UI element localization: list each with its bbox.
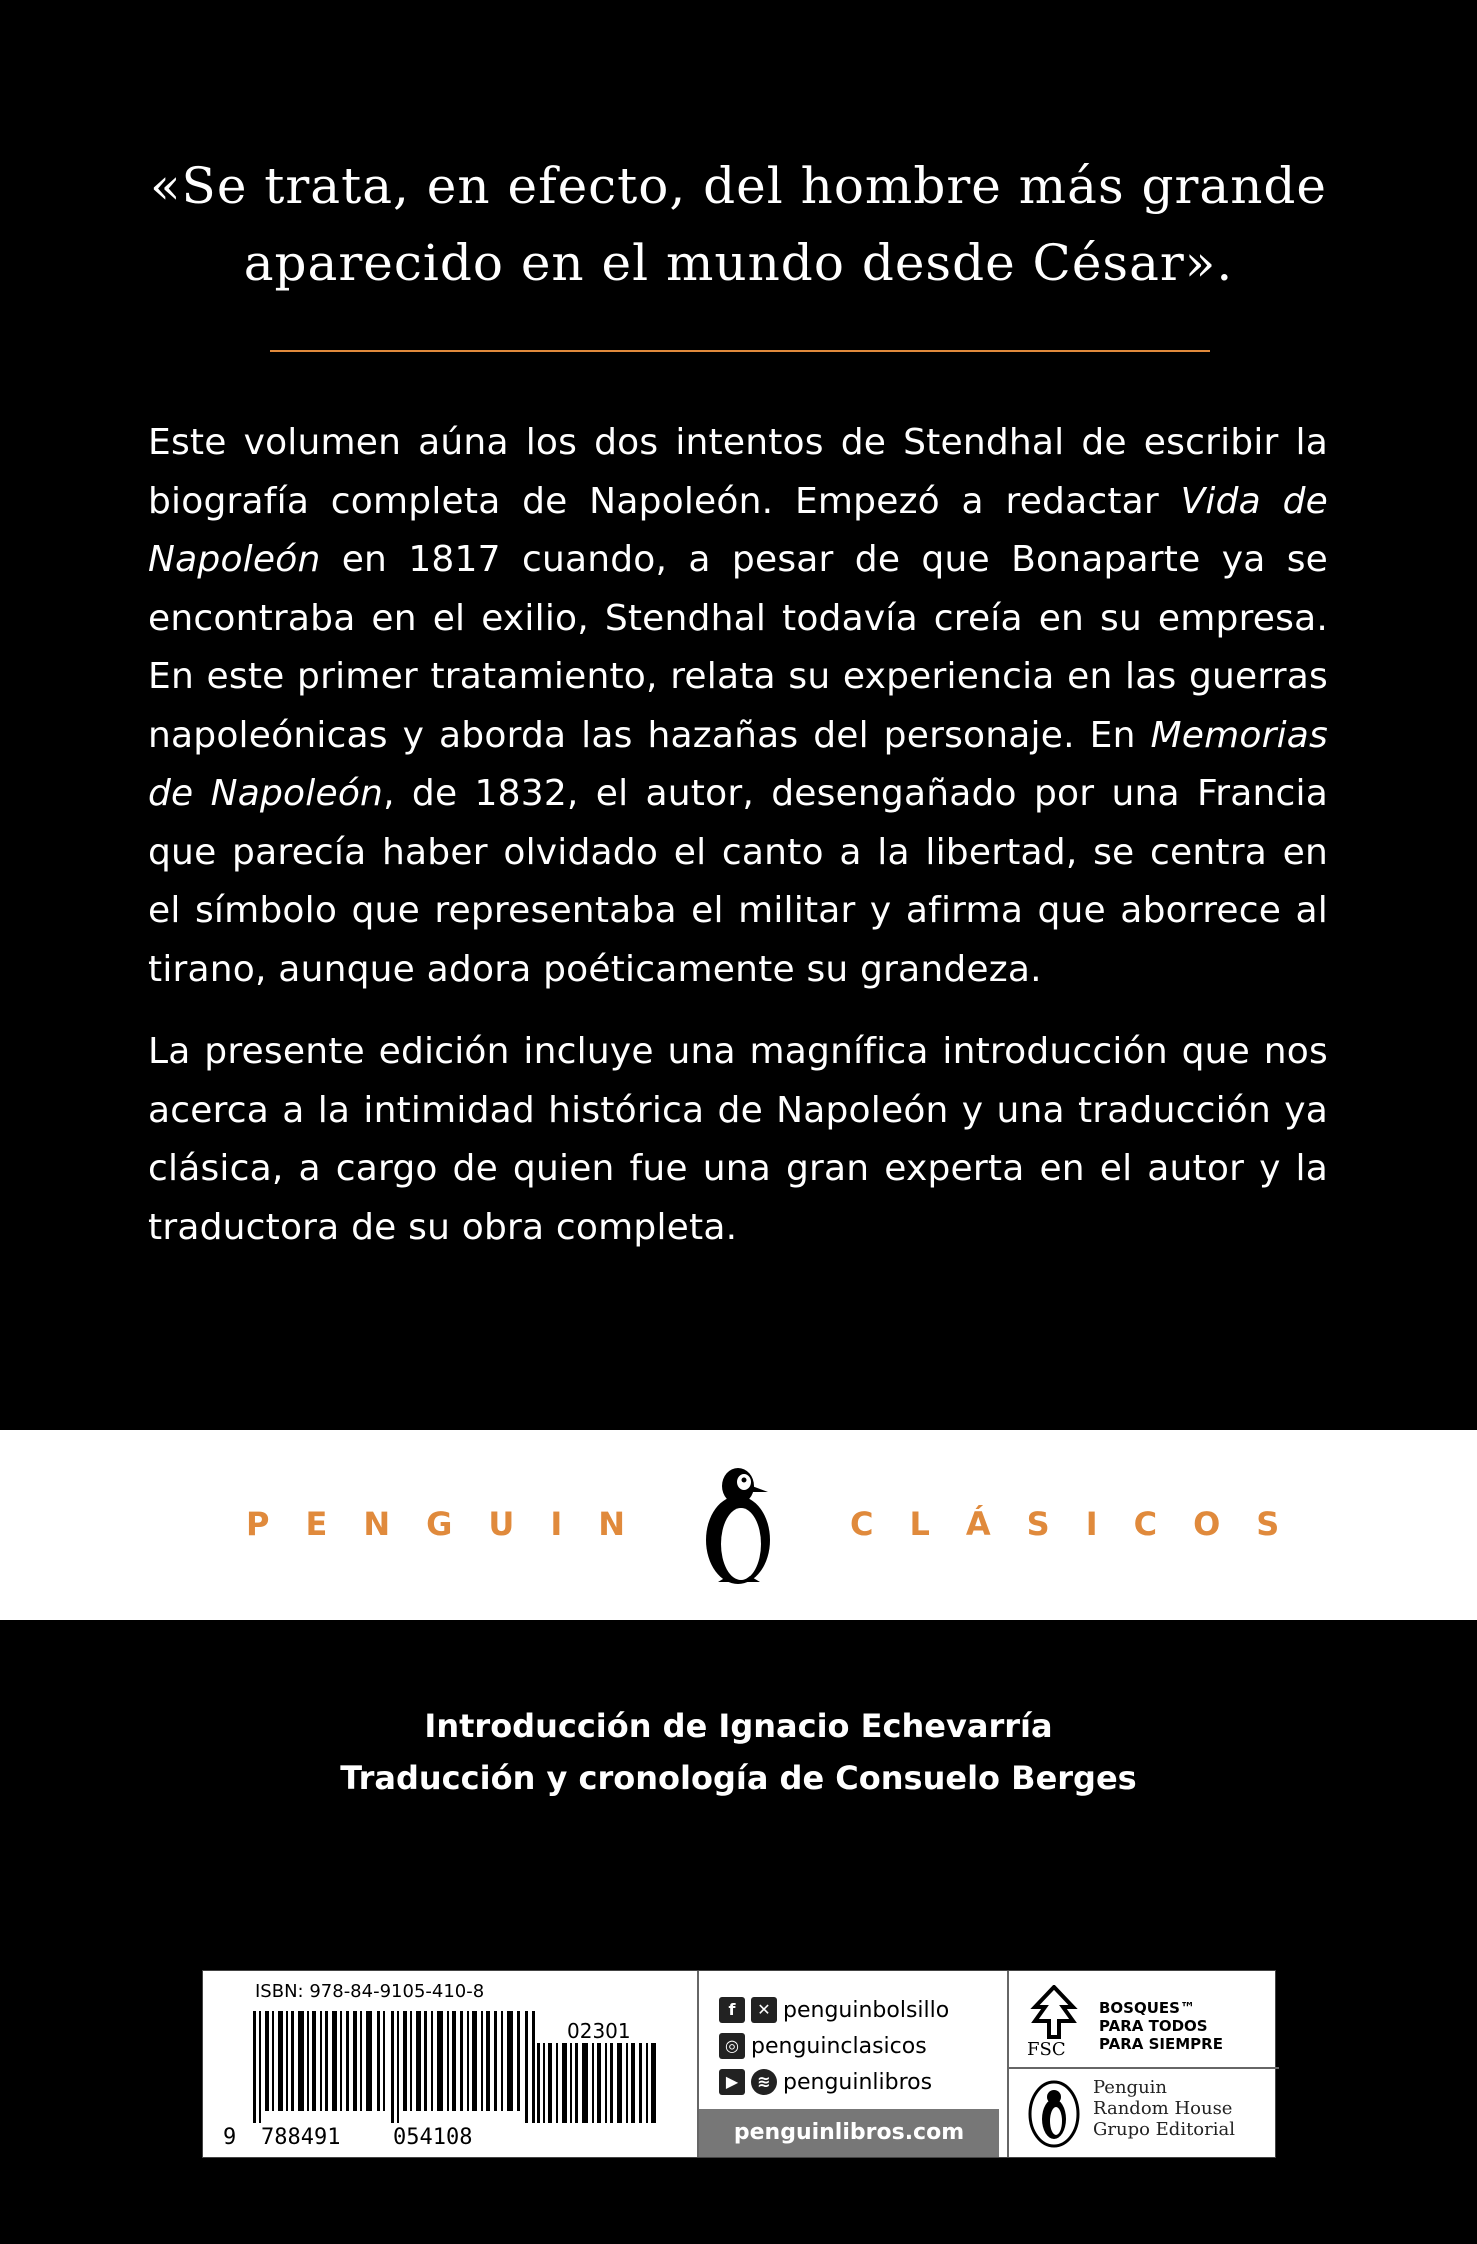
x-icon: ✕ bbox=[751, 1997, 777, 2023]
barcode-icon bbox=[253, 2011, 537, 2123]
logos-divider bbox=[1009, 2067, 1279, 2069]
book-title-vida: Vida de Napoleón bbox=[148, 480, 1328, 580]
prh-line-2: Random House bbox=[1093, 2098, 1233, 2119]
fsc-logo bbox=[1023, 1981, 1293, 2065]
prh-line-1: Penguin bbox=[1093, 2077, 1168, 2098]
social-row-bolsillo bbox=[719, 1995, 949, 2025]
blurb-text: , de 1832, el autor, desengañado por una Francia que parecía haber olvidado el canto a la libertad, se centra en el símbolo que representaba el militar y afirma que aborrece al tirano, aunque adora poéticamente su grandeza. bbox=[148, 773, 1328, 990]
blurb-paragraph-1 bbox=[148, 414, 1328, 999]
prh-line-3: Grupo Editorial bbox=[1093, 2119, 1235, 2140]
logos-block bbox=[1009, 1971, 1275, 2157]
barcode-digits-right: 054108 bbox=[393, 2125, 473, 2150]
translation-credit: Traducción y cronología de Consuelo Berges bbox=[340, 1759, 1137, 1797]
instagram-icon: ◎ bbox=[719, 2033, 745, 2059]
fsc-line-2: PARA TODOS bbox=[1099, 2017, 1208, 2035]
prh-wordmark bbox=[1093, 2077, 1235, 2140]
introduction-credit: Introducción de Ignacio Echevarría bbox=[424, 1707, 1053, 1745]
youtube-icon: ▶ bbox=[719, 2069, 745, 2095]
handle-clasicos: penguinclasicos bbox=[751, 2033, 927, 2059]
social-block bbox=[699, 1971, 999, 2157]
addon-barcode-icon bbox=[537, 2043, 657, 2123]
series-word-penguin: PENGUIN bbox=[246, 1505, 662, 1543]
facebook-icon: f bbox=[719, 1997, 745, 2023]
penguin-icon bbox=[698, 1460, 778, 1590]
handle-libros: penguinlibros bbox=[783, 2069, 933, 2095]
credits bbox=[0, 1700, 1477, 1804]
spotify-icon: ≋ bbox=[751, 2069, 777, 2095]
penguin-random-house-icon bbox=[1027, 2079, 1081, 2149]
website-url: penguinlibros.com bbox=[699, 2109, 999, 2157]
series-band bbox=[0, 1430, 1477, 1620]
isbn-label: ISBN: 978-84-9105-410-8 bbox=[255, 1981, 485, 2002]
addon-number: 02301 bbox=[567, 2019, 631, 2043]
barcode-digit-prefix: 9 bbox=[223, 2125, 237, 2150]
quote-divider bbox=[270, 350, 1210, 352]
info-box bbox=[202, 1970, 1276, 2158]
quote-line-2: aparecido en el mundo desde César». bbox=[243, 234, 1234, 292]
prh-logo bbox=[1023, 2077, 1293, 2153]
fsc-label: FSC bbox=[1027, 2039, 1066, 2060]
fsc-slogan bbox=[1099, 1999, 1223, 2053]
blurb-text: en 1817 cuando, a pesar de que Bonaparte ya se encontraba en el exilio, Stendhal todavía creía en su empresa. En este primer tratamiento, relata su experiencia en las guerras napoleónicas y aborda las hazañas del personaje. En bbox=[148, 539, 1328, 756]
fsc-tree-icon bbox=[1029, 1985, 1079, 2039]
barcode-digits-left: 788491 bbox=[261, 2125, 341, 2150]
blurb-text: Este volumen aúna los dos intentos de Stendhal de escribir la biografía completa de Napoleón. Empezó a redactar bbox=[148, 422, 1328, 522]
social-row-libros bbox=[719, 2067, 932, 2097]
series-word-clasicos: CLÁSICOS bbox=[850, 1505, 1316, 1543]
social-row-clasicos bbox=[719, 2031, 927, 2061]
blurb-paragraph-2: La presente edición incluye una magnífica introducción que nos acerca a la intimidad histórica de Napoleón y una traducción ya clásica, a cargo de quien fue una gran experta en el autor y la traductora de su obra completa. bbox=[148, 1031, 1328, 1248]
back-cover-quote bbox=[120, 148, 1357, 302]
book-title-memorias: Memorias de Napoleón bbox=[148, 714, 1328, 814]
fsc-line-3: PARA SIEMPRE bbox=[1099, 2035, 1223, 2053]
book-blurb bbox=[148, 414, 1328, 1281]
handle-bolsillo: penguinbolsillo bbox=[783, 1997, 950, 2023]
fsc-line-1: BOSQUES™ bbox=[1099, 1999, 1195, 2017]
quote-line-1: «Se trata, en efecto, del hombre más grande bbox=[149, 157, 1328, 215]
